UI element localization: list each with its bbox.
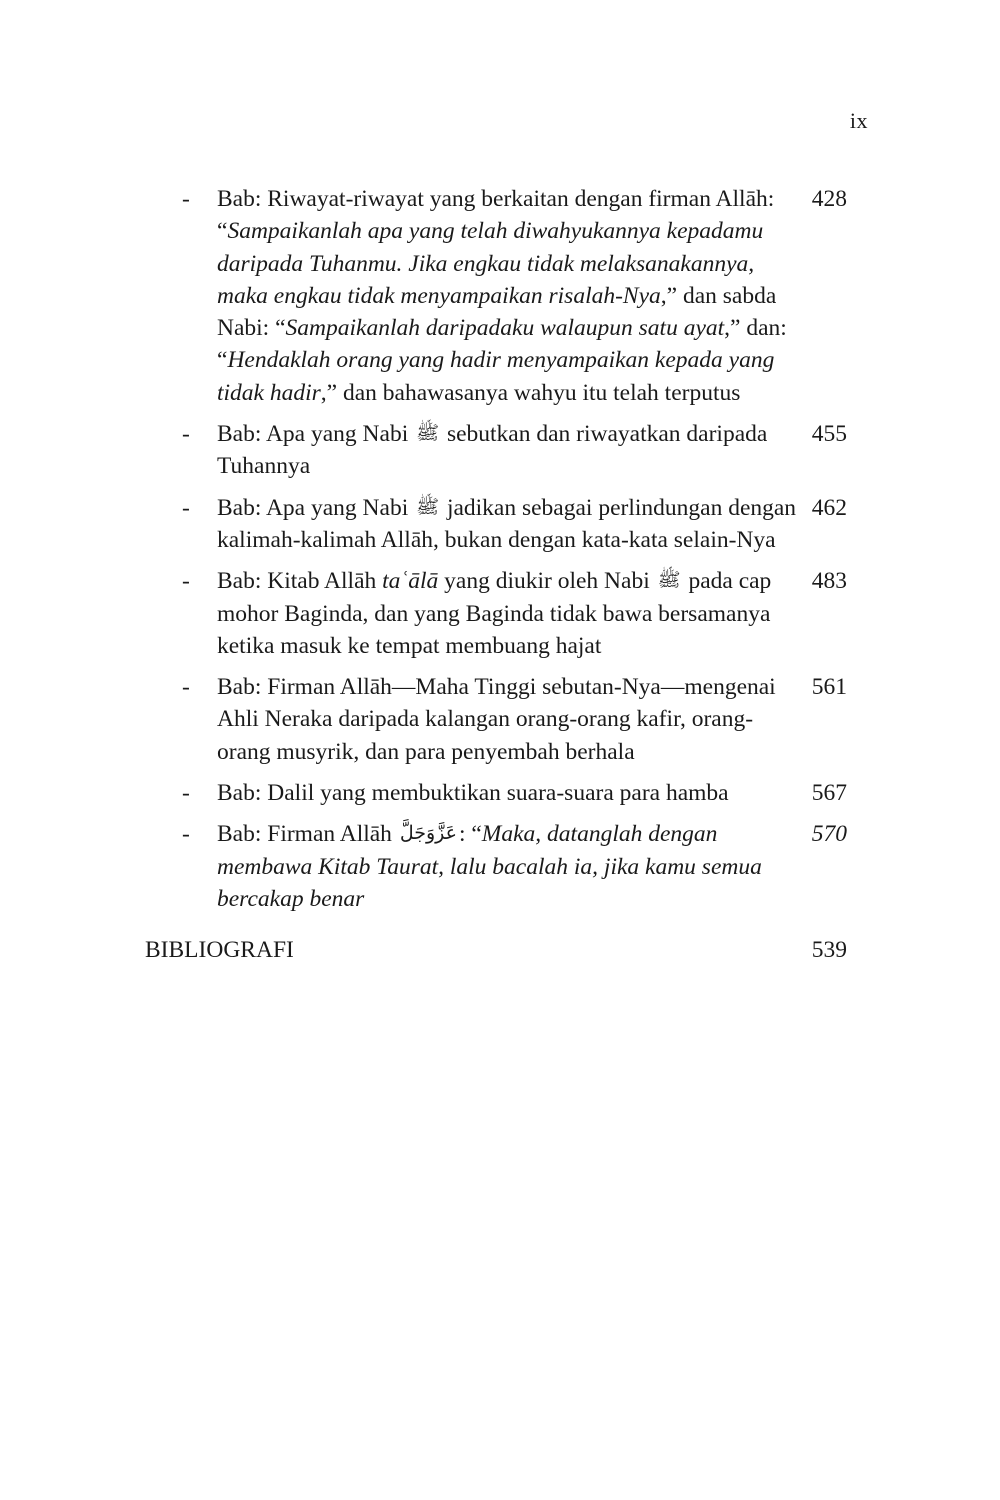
toc-entry-page-number: 428 [811, 186, 847, 212]
toc-entry-title-text: jadikan sebagai perlindungan dengan kalimah-kalimah Allāh, bukan dengan kata-kata selain-Nya [217, 494, 797, 553]
toc-entry-title [217, 183, 797, 409]
toc-entry-title-text: ,” dan sabda Nabi: “ [217, 282, 777, 342]
toc-entry-page-number: 455 [811, 421, 847, 448]
toc-entry-title [217, 671, 797, 768]
toc-entry-bibliography[interactable] [145, 934, 847, 966]
toc-entry-dash: - [182, 568, 190, 595]
honorific-glyph: ﷺ [416, 496, 440, 518]
toc-entry-title-text: ,” dan bahawasanya wahyu itu telah terputus [320, 379, 741, 406]
toc-entry[interactable] [145, 671, 847, 768]
toc-entry-page-number: 483 [811, 568, 847, 595]
toc-entry-title-text: Bab: Apa yang Nabi [217, 494, 415, 521]
toc-entry-page-number: 570 [811, 821, 847, 848]
toc-entry-title-text: pada cap mohor Baginda, dan yang Baginda tidak bawa bersamanya ketika masuk ke tempat membuang hajat [217, 568, 772, 659]
toc-entry-title-text: Bab: Firman Allāh—Maha Tinggi sebutan-Nya—mengenai Ahli Neraka daripada kalangan orang-orang kafir, orang-orang musyrik, dan para penyembah berhala [217, 674, 776, 765]
toc-entry-title [217, 777, 797, 809]
bibliography-label: BIBLIOGRAFI [145, 937, 294, 964]
toc-entry-page-number: 561 [811, 674, 847, 701]
bibliography-page-number: 539 [811, 937, 847, 964]
toc-entry-title-text: Bab: Kitab Allāh [217, 568, 383, 595]
toc-entry-title-text: sebutkan dan riwayatkan daripada Tuhannya [217, 421, 768, 480]
toc-entry-title-text: Bab: Riwayat-riwayat yang berkaitan dengan firman Allāh: “ [217, 186, 775, 245]
toc-entry-title-italic: Maka, datanglah dengan membawa Kitab Taurat, lalu bacalah ia, jika kamu semua bercakap benar [217, 821, 762, 912]
toc-entry-title-italic: Sampaikanlah daripadaku walaupun satu ayat [285, 315, 725, 342]
toc-entry[interactable] [145, 777, 847, 809]
toc-entry[interactable] [145, 418, 847, 483]
toc-entries [145, 183, 847, 915]
toc-entry[interactable] [145, 818, 847, 915]
page-number: ix [849, 108, 868, 133]
toc-entry-title [217, 818, 797, 915]
toc-entry-dash: - [182, 674, 190, 701]
honorific-glyph: عَزَّوَجَلَّ [399, 823, 457, 845]
toc-entry[interactable] [145, 565, 847, 662]
toc-entry-dash: - [182, 821, 190, 848]
toc-entry-page-number: 462 [811, 494, 847, 521]
toc-entry-title [217, 418, 797, 483]
toc-entry-title-italic: taʿālā [382, 568, 439, 595]
toc-entry-title-text: Bab: Firman Allāh [217, 821, 398, 848]
toc-entry-dash: - [182, 494, 190, 521]
toc-entry-page-number: 567 [811, 780, 847, 807]
toc-entry-dash: - [182, 186, 190, 212]
toc-entry-title [217, 492, 797, 557]
toc-entry-dash: - [182, 780, 190, 807]
toc-entry-title-text: : “ [458, 821, 482, 848]
honorific-glyph: ﷺ [416, 423, 440, 445]
toc-entry[interactable] [145, 183, 847, 409]
toc-entry-title-text: ,” dan: “ [217, 315, 787, 374]
honorific-glyph: ﷺ [657, 570, 681, 592]
toc-entry-title-text: yang diukir oleh Nabi [438, 568, 656, 595]
toc-entry-title-text: Bab: Apa yang Nabi [217, 421, 415, 448]
toc-entry-title [217, 565, 797, 662]
toc-entry-title-italic: Sampaikanlah apa yang telah diwahyukannya kepadamu daripada Tuhanmu. Jika engkau tidak melaksanakannya, maka engkau tidak menyampaikan risalah-Nya [217, 218, 764, 309]
table-of-contents [145, 183, 847, 967]
toc-entry-title-text: Bab: Dalil yang membuktikan suara-suara para hamba [217, 780, 729, 807]
toc-entry-title-italic: Hendaklah orang yang hadir menyampaikan kepada yang tidak hadir [217, 347, 775, 406]
toc-entry-dash: - [182, 421, 190, 448]
toc-entry[interactable] [145, 492, 847, 557]
